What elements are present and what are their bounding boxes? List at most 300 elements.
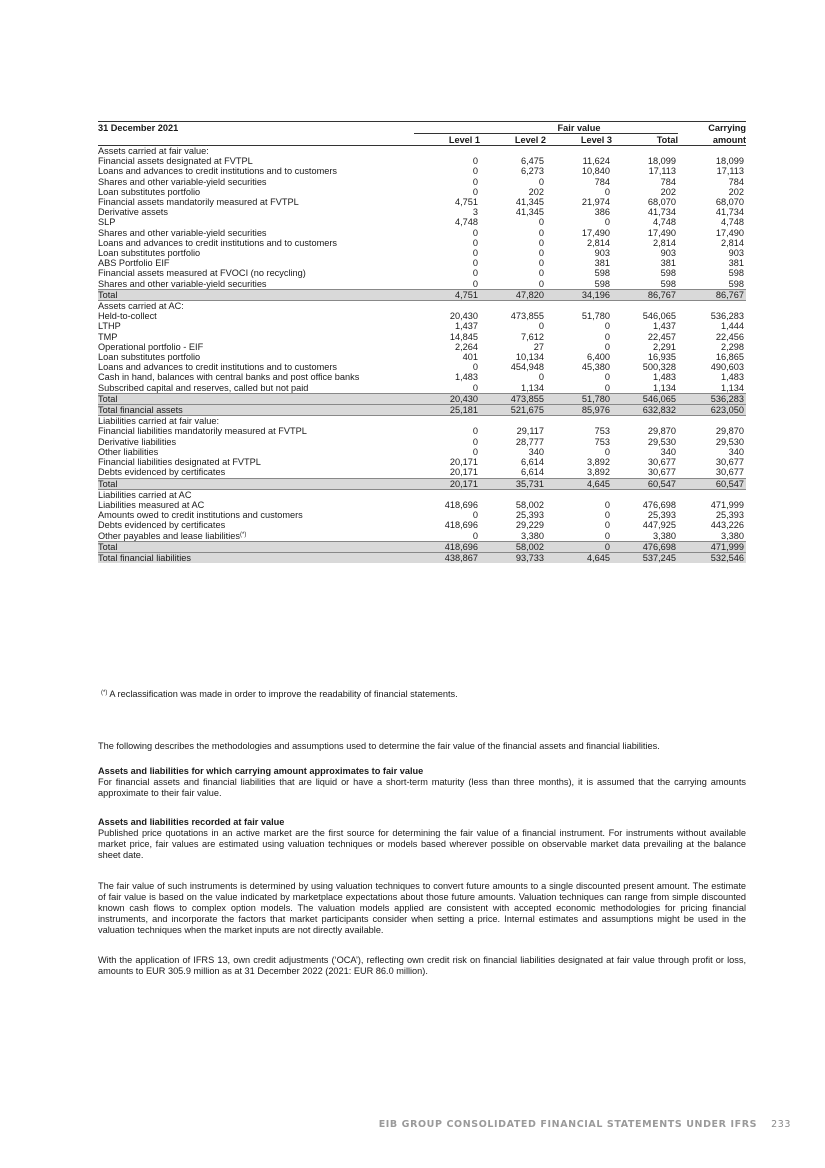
table-row: [98, 342, 746, 352]
row-label-text: Financial assets designated at FVTPL: [98, 156, 253, 167]
table-row: [98, 228, 746, 238]
table-row: [98, 510, 746, 520]
page-footer: [379, 1119, 791, 1130]
cell-level2: 473,855: [510, 311, 544, 322]
row-label: [98, 289, 414, 300]
row-label: [98, 279, 414, 290]
cell-level3: 0: [604, 341, 610, 352]
cell-level3: 4,645: [546, 552, 612, 563]
cell-level2: 41,345: [515, 207, 544, 218]
cell-level3: 4,645: [546, 478, 612, 489]
cell-total: 3,380: [653, 530, 677, 541]
total-row: [98, 289, 746, 300]
cell-level1: 0: [472, 237, 478, 248]
row-label-text: Amounts owed to credit institutions and customers: [98, 510, 303, 521]
cell-level3: 0: [604, 520, 610, 531]
cell-carrying: 202: [728, 186, 745, 197]
cell-carrying: 784: [728, 176, 745, 187]
table-row: [98, 238, 746, 248]
cell-level2: 35,731: [480, 478, 546, 489]
cell-level2: [480, 489, 546, 500]
table-row: [98, 500, 746, 510]
page-number: 233: [771, 1119, 791, 1130]
cell-level2: 47,820: [480, 289, 546, 300]
row-label: [98, 258, 414, 268]
cell-level1: 20,171: [449, 457, 478, 468]
cell-level1: 418,696: [414, 541, 480, 552]
cell-level1: 0: [472, 362, 478, 373]
cell-level2: 58,002: [480, 541, 546, 552]
cell-carrying: 1,134: [721, 382, 745, 393]
total-row: [98, 405, 746, 416]
cell-level2: 6,273: [521, 166, 544, 177]
cell-carrying: 471,999: [710, 499, 745, 510]
cell-level1: 438,867: [414, 552, 480, 563]
cell-carrying: 86,767: [678, 289, 746, 300]
row-label: [98, 362, 414, 372]
cell-level3: 10,840: [581, 166, 610, 177]
cell-level3: 45,380: [581, 362, 610, 373]
cell-level2: 27: [533, 341, 544, 352]
table-body: [98, 146, 746, 564]
table-row: [98, 207, 746, 217]
row-label-text: Total: [98, 541, 118, 552]
cell-level3: 0: [546, 541, 612, 552]
cell-total: 16,935: [647, 352, 677, 363]
table-header-row-1: [98, 122, 746, 134]
row-label-text: Cash in hand, balances with central banks and post office banks: [98, 372, 360, 383]
row-label-text: Financial assets measured at FVOCI (no recycling): [98, 268, 306, 279]
cell-total: 68,070: [647, 197, 677, 208]
cell-level2: 25,393: [515, 510, 544, 521]
cell-total: 500,328: [642, 362, 677, 373]
row-label-text: Total financial assets: [98, 405, 183, 416]
cell-level1: 4,751: [455, 197, 478, 208]
cell-total: 546,065: [642, 311, 677, 322]
cell-total: 202: [660, 186, 677, 197]
row-label-text: Debts evidenced by certificates: [98, 520, 226, 531]
cell-level3: 386: [594, 207, 610, 218]
cell-level1: 0: [472, 227, 478, 238]
row-label: [98, 321, 414, 331]
footnote-mark: (*): [101, 690, 108, 696]
cell-level2: 7,612: [521, 331, 544, 342]
cell-level2: 41,345: [515, 197, 544, 208]
row-label-text: Shares and other variable-yield securities: [98, 227, 267, 238]
cell-level3: 21,974: [581, 197, 610, 208]
cell-level2: 0: [538, 176, 544, 187]
row-label-text: Assets carried at AC:: [98, 301, 184, 312]
cell-carrying: [678, 489, 746, 500]
row-label: [98, 156, 414, 166]
cell-level2: 28,777: [515, 436, 544, 447]
cell-level3: 753: [594, 426, 610, 437]
cell-level1: [414, 301, 480, 312]
section-header-row: [98, 146, 746, 157]
cell-level2: 340: [528, 446, 544, 457]
footer-title: EIB GROUP CONSOLIDATED FINANCIAL STATEMENTS UNDER IFRS: [378, 1119, 758, 1130]
row-label: [98, 510, 414, 520]
cell-total: 381: [660, 258, 677, 269]
row-label: [98, 166, 414, 176]
table-row: [98, 457, 746, 467]
cell-level2: 0: [538, 372, 544, 383]
row-label-text: Subscribed capital and reserves, called but not paid: [98, 382, 309, 393]
cell-level1: 3: [472, 207, 478, 218]
carrying-amount-paragraph: For financial assets and financial liabilities that are liquid or have a short-term maturity (less than three months), it is assumed that the carrying amounts approximate to their fair value.: [98, 777, 746, 798]
row-label-text: TMP: [98, 331, 118, 342]
carrying-header-line1: Carrying: [678, 122, 746, 134]
cell-level1: 20,171: [449, 467, 478, 478]
cell-level1: 0: [472, 382, 478, 393]
cell-carrying: 623,050: [678, 405, 746, 416]
cell-total: [612, 489, 678, 500]
table-date-label: 31 December 2021: [98, 122, 414, 134]
cell-carrying: 16,865: [715, 352, 745, 363]
fair-value-section: [98, 817, 746, 861]
row-label-text: ABS Portfolio EIF: [98, 258, 170, 269]
table-row: [98, 467, 746, 478]
cell-total: 60,547: [612, 478, 678, 489]
cell-level1: 0: [472, 436, 478, 447]
cell-total: 25,393: [647, 510, 677, 521]
cell-total: 86,767: [612, 289, 678, 300]
cell-level3: [546, 416, 612, 427]
row-label-text: Operational portfolio - EIF: [98, 341, 204, 352]
cell-level1: [414, 416, 480, 427]
table-row: [98, 362, 746, 372]
row-label-text: Shares and other variable-yield securities: [98, 176, 267, 187]
cell-level3: 0: [604, 530, 610, 541]
cell-carrying: 18,099: [715, 156, 745, 167]
cell-carrying: 536,283: [678, 393, 746, 404]
cell-level3: 0: [604, 446, 610, 457]
cell-level2: [480, 416, 546, 427]
cell-total: 537,245: [612, 552, 678, 563]
cell-level1: 0: [472, 186, 478, 197]
row-label: [98, 405, 414, 416]
table-row: [98, 531, 746, 542]
cell-level3: [546, 146, 612, 157]
cell-level2: [480, 146, 546, 157]
row-label-text: LTHP: [98, 321, 121, 332]
cell-level1: 418,696: [444, 499, 478, 510]
cell-level2: 1,134: [521, 382, 544, 393]
cell-total: 29,870: [647, 426, 677, 437]
cell-level3: 0: [604, 186, 610, 197]
cell-level1: 0: [472, 446, 478, 457]
row-label: [98, 187, 414, 197]
cell-level1: 20,171: [414, 478, 480, 489]
cell-total: 18,099: [647, 156, 677, 167]
section-header-row: [98, 416, 746, 427]
cell-total: 4,748: [653, 217, 677, 228]
cell-total: 903: [660, 248, 677, 259]
col-header-level1: Level 1: [414, 134, 480, 146]
total-row: [98, 393, 746, 404]
row-label: [98, 393, 414, 404]
cell-level3: 381: [594, 258, 610, 269]
row-label-text: Debts evidenced by certificates: [98, 467, 226, 478]
cell-total: 29,530: [647, 436, 677, 447]
cell-total: 784: [660, 176, 677, 187]
row-label-text: Total: [98, 393, 118, 404]
cell-carrying: 471,999: [678, 541, 746, 552]
cell-level1: 25,181: [414, 405, 480, 416]
table-row: [98, 352, 746, 362]
cell-carrying: 25,393: [715, 510, 745, 521]
table-row: [98, 520, 746, 530]
cell-total: 1,483: [653, 372, 677, 383]
cell-level2: 473,855: [480, 393, 546, 404]
fair-value-group-header: Fair value: [480, 122, 678, 134]
row-label-text: Liabilities carried at AC: [98, 489, 192, 500]
row-label: [98, 248, 414, 258]
cell-level1: 1,483: [455, 372, 478, 383]
cell-total: [612, 416, 678, 427]
fair-value-paragraph: Published price quotations in an active market are the first source for determining the fair value of a financial instrument. For instruments without available market price, fair values are estimated using valuation techniques or models based wherever possible on observable market data prevailing at the balance sheet date.: [98, 828, 746, 860]
cell-level3: [546, 489, 612, 500]
row-label-text: SLP: [98, 217, 116, 228]
row-label: [98, 311, 414, 321]
row-label: [98, 238, 414, 248]
row-label: [98, 416, 414, 427]
cell-level3: 6,400: [587, 352, 610, 363]
table-row: [98, 187, 746, 197]
col-header-level2: Level 2: [480, 134, 546, 146]
row-label-text: Derivative liabilities: [98, 436, 177, 447]
section-header-row: [98, 301, 746, 312]
cell-carrying: 1,483: [721, 372, 745, 383]
cell-total: 1,437: [653, 321, 677, 332]
cell-level1: 0: [472, 278, 478, 289]
cell-level3: 784: [594, 176, 610, 187]
cell-level3: 3,892: [587, 457, 610, 468]
col-header-level3: Level 3: [546, 134, 612, 146]
cell-level3: 0: [604, 331, 610, 342]
cell-carrying: 532,546: [678, 552, 746, 563]
cell-carrying: 68,070: [715, 197, 745, 208]
cell-level1: 401: [462, 352, 478, 363]
cell-total: 546,065: [612, 393, 678, 404]
cell-level2: 29,117: [516, 426, 544, 437]
row-label: [98, 437, 414, 447]
cell-carrying: 30,677: [715, 457, 745, 468]
cell-level3: 0: [604, 372, 610, 383]
cell-level1: 20,430: [414, 393, 480, 404]
cell-level1: 418,696: [444, 520, 478, 531]
row-label: [98, 177, 414, 187]
fair-value-table: [98, 121, 746, 563]
cell-carrying: [678, 301, 746, 312]
cell-level2: 521,675: [480, 405, 546, 416]
cell-level1: 0: [472, 166, 478, 177]
row-label-text: Held-to-collect: [98, 311, 157, 322]
table-row: [98, 258, 746, 268]
row-label: [98, 217, 414, 227]
cell-carrying: 22,456: [715, 331, 745, 342]
cell-level2: 6,475: [521, 156, 544, 167]
footnote-text: A reclassification was made in order to improve the readability of financial statements.: [107, 689, 458, 699]
row-label-text: Other liabilities: [98, 446, 159, 457]
total-row: [98, 552, 746, 563]
table-row: [98, 332, 746, 342]
row-label-text: Financial liabilities mandatorily measured at FVTPL: [98, 426, 307, 437]
row-label-text: Liabilities carried at fair value:: [98, 416, 220, 427]
cell-level1: 0: [472, 156, 478, 167]
cell-level3: 11,624: [582, 156, 610, 167]
cell-total: 22,457: [647, 331, 677, 342]
cell-total: 30,677: [647, 467, 677, 478]
cell-carrying: 536,283: [710, 311, 745, 322]
cell-carrying: 490,603: [710, 362, 745, 373]
row-label: [98, 478, 414, 489]
cell-total: 1,134: [653, 382, 677, 393]
cell-level2: 454,948: [510, 362, 544, 373]
row-label-text: Liabilities measured at AC: [98, 499, 205, 510]
cell-total: [612, 146, 678, 157]
cell-level2: 0: [538, 268, 544, 279]
fair-value-heading: Assets and liabilities recorded at fair value: [98, 817, 285, 827]
row-label: [98, 207, 414, 217]
row-label: [98, 268, 414, 278]
row-label-text: Shares and other variable-yield securities: [98, 278, 267, 289]
cell-level3: 34,196: [546, 289, 612, 300]
table-row: [98, 156, 746, 166]
table-row: [98, 197, 746, 207]
row-label-text: Loan substitutes portfolio: [98, 186, 201, 197]
cell-level1: [414, 489, 480, 500]
cell-level3: 0: [604, 321, 610, 332]
cell-level1: 20,430: [449, 311, 478, 322]
cell-total: 41,734: [647, 207, 677, 218]
row-label-text: Loans and advances to credit institutions and to customers: [98, 237, 338, 248]
row-label-text: Loan substitutes portfolio: [98, 248, 201, 259]
cell-carrying: 60,547: [678, 478, 746, 489]
table-row: [98, 437, 746, 447]
table-footnote: [101, 689, 458, 699]
row-label: [98, 301, 414, 312]
row-label-text: Assets carried at fair value:: [98, 146, 209, 156]
cell-total: 2,814: [653, 237, 677, 248]
cell-level3: 598: [594, 268, 610, 279]
cell-total: 17,113: [648, 166, 677, 177]
table-row: [98, 311, 746, 321]
row-label: [98, 146, 414, 157]
cell-level1: 4,748: [455, 217, 478, 228]
row-label-text: Financial liabilities designated at FVTPL: [98, 457, 261, 468]
table-row: [98, 217, 746, 227]
cell-level1: [414, 146, 480, 157]
cell-level3: 0: [604, 382, 610, 393]
table-row: [98, 426, 746, 436]
table-row: [98, 248, 746, 258]
row-label: [98, 520, 414, 530]
row-label: [98, 489, 414, 500]
cell-level2: 0: [538, 227, 544, 238]
cell-level2: [480, 301, 546, 312]
row-label: [98, 467, 414, 478]
cell-carrying: 17,113: [716, 166, 745, 177]
cell-total: [612, 301, 678, 312]
cell-carrying: [678, 146, 746, 157]
cell-level3: 51,780: [546, 393, 612, 404]
cell-level2: 0: [538, 217, 544, 228]
table-row: [98, 268, 746, 278]
row-label: [98, 541, 414, 552]
row-label-text: Total financial liabilities: [98, 552, 191, 563]
cell-carrying: 340: [728, 446, 745, 457]
table-row: [98, 447, 746, 457]
table-row: [98, 321, 746, 331]
cell-level1: 2,264: [455, 341, 478, 352]
cell-carrying: 3,380: [721, 530, 745, 541]
cell-level1: 0: [472, 176, 478, 187]
cell-level1: 0: [472, 268, 478, 279]
cell-carrying: [678, 416, 746, 427]
cell-carrying: 29,870: [715, 426, 745, 437]
cell-level2: 0: [538, 258, 544, 269]
cell-level1: 1,437: [455, 321, 478, 332]
cell-level3: 0: [604, 217, 610, 228]
cell-level2: 202: [528, 186, 544, 197]
cell-level1: 0: [472, 530, 478, 541]
row-label: [98, 447, 414, 457]
cell-level2: 6,614: [521, 457, 544, 468]
cell-carrying: 29,530: [715, 436, 745, 447]
cell-carrying: 598: [728, 268, 745, 279]
cell-total: 598: [660, 268, 677, 279]
cell-carrying: 4,748: [721, 217, 745, 228]
cell-carrying: 30,677: [715, 467, 745, 478]
cell-carrying: 41,734: [715, 207, 745, 218]
row-label-text: Loans and advances to credit institutions and to customers: [98, 362, 338, 373]
cell-level1: 0: [472, 258, 478, 269]
row-label: [98, 342, 414, 352]
table-row: [98, 279, 746, 290]
total-row: [98, 478, 746, 489]
cell-total: 476,698: [612, 541, 678, 552]
carrying-amount-section: [98, 766, 746, 799]
cell-carrying: 2,298: [721, 341, 745, 352]
cell-level2: 0: [538, 278, 544, 289]
carrying-header-line2: amount: [678, 134, 746, 146]
row-label: [98, 228, 414, 238]
cell-level3: 2,814: [587, 237, 610, 248]
row-label: [98, 372, 414, 382]
cell-level2: 3,380: [521, 530, 544, 541]
cell-carrying: 381: [728, 258, 745, 269]
cell-level3: 753: [594, 436, 610, 447]
row-label: [98, 500, 414, 510]
cell-level2: 93,733: [480, 552, 546, 563]
row-label: [98, 332, 414, 342]
cell-level3: 17,490: [581, 227, 610, 238]
cell-total: 447,925: [642, 520, 677, 531]
row-label: [98, 352, 414, 362]
oca-paragraph: With the application of IFRS 13, own credit adjustments (‘OCA’), reflecting own credit risk on financial liabilities designated at fair value through profit or loss, amounts to EUR 305.9 million as at 31 December 2022 (2021: EUR 86.0 million).: [98, 955, 746, 976]
row-label-text: Loans and advances to credit institutions and to customers: [98, 166, 338, 177]
cell-level2: 0: [538, 248, 544, 259]
row-label-text: Loan substitutes portfolio: [98, 352, 201, 363]
row-label: [98, 197, 414, 207]
cell-carrying: 1,444: [721, 321, 745, 332]
cell-total: 476,698: [642, 499, 677, 510]
row-label-text: Other payables and lease liabilities: [98, 530, 240, 541]
cell-level1: 14,845: [449, 331, 478, 342]
col-header-total: Total: [612, 134, 678, 146]
row-label: [98, 383, 414, 394]
